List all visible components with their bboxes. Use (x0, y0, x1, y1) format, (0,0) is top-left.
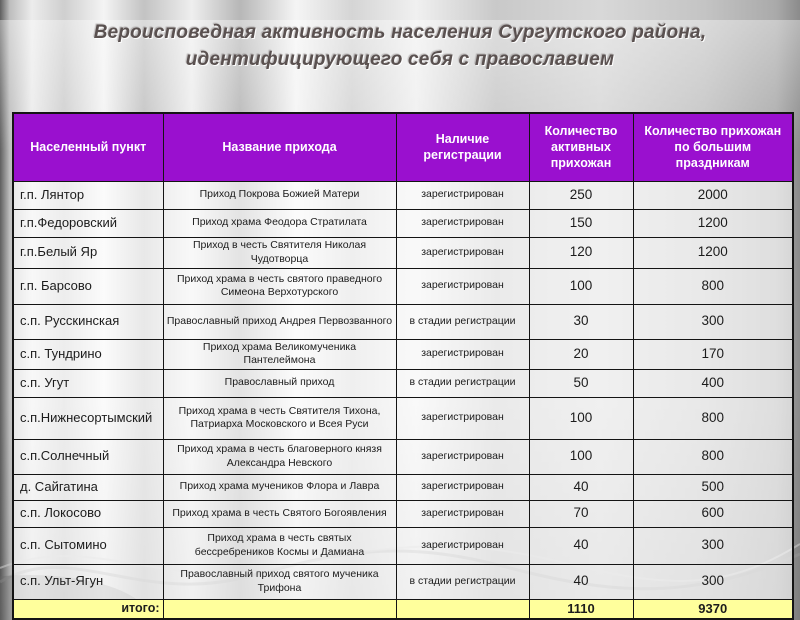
holiday-count-cell: 1200 (633, 237, 793, 268)
parish-name-cell: Православный приход святого мученика Трифона (163, 564, 396, 599)
registration-cell: зарегистрирован (396, 268, 529, 304)
total-label-cell: итого: (13, 599, 163, 619)
parish-name-cell: Православный приход (163, 369, 396, 397)
holiday-count-cell: 600 (633, 500, 793, 527)
table-row (13, 209, 793, 237)
header-cell-active-count: Количество активных прихожан (529, 113, 633, 181)
holiday-count-cell: 1200 (633, 209, 793, 237)
holiday-count-cell: 500 (633, 474, 793, 500)
parish-name-cell: Приход Покрова Божией Матери (163, 181, 396, 209)
table-row (13, 397, 793, 439)
holiday-count-cell: 170 (633, 339, 793, 369)
parish-name-cell: Приход храма Феодора Стратилата (163, 209, 396, 237)
active-count-cell: 50 (529, 369, 633, 397)
holiday-count-cell: 800 (633, 397, 793, 439)
table-row (13, 500, 793, 527)
parish-name-cell: Приход храма в честь Святителя Тихона, Патриарха Московского и Всея Руси (163, 397, 396, 439)
total-active-count-cell: 1110 (529, 599, 633, 619)
table-row (13, 474, 793, 500)
table-row (13, 268, 793, 304)
settlement-cell: с.п.Нижнесортымский (13, 397, 163, 439)
active-count-cell: 100 (529, 397, 633, 439)
holiday-count-cell: 300 (633, 564, 793, 599)
active-count-cell: 100 (529, 268, 633, 304)
table-row (13, 439, 793, 474)
active-count-cell: 20 (529, 339, 633, 369)
registration-cell: в стадии регистрации (396, 304, 529, 339)
active-count-cell: 120 (529, 237, 633, 268)
active-count-cell: 40 (529, 564, 633, 599)
registration-cell: зарегистрирован (396, 181, 529, 209)
active-count-cell: 40 (529, 474, 633, 500)
holiday-count-cell: 300 (633, 527, 793, 564)
total-parish-cell-empty (163, 599, 396, 619)
total-registration-cell-empty (396, 599, 529, 619)
registration-cell: зарегистрирован (396, 474, 529, 500)
parish-activity-table (12, 112, 794, 620)
table-header-row (13, 113, 793, 181)
table-row (13, 564, 793, 599)
settlement-cell: с.п. Угут (13, 369, 163, 397)
settlement-cell: г.п.Федоровский (13, 209, 163, 237)
parish-name-cell: Приход храма в честь благоверного князя Александра Невского (163, 439, 396, 474)
parish-name-cell: Приход в честь Святителя Николая Чудотворца (163, 237, 396, 268)
total-row (13, 599, 793, 619)
slide-title: Вероисповедная активность населения Сургутского района, идентифицирующего себя с православием (93, 22, 707, 70)
active-count-cell: 70 (529, 500, 633, 527)
settlement-cell: г.п.Белый Яр (13, 237, 163, 268)
settlement-cell: с.п. Сытомино (13, 527, 163, 564)
table-row (13, 237, 793, 268)
holiday-count-cell: 800 (633, 439, 793, 474)
settlement-cell: г.п. Лянтор (13, 181, 163, 209)
registration-cell: зарегистрирован (396, 339, 529, 369)
slide (0, 20, 800, 620)
holiday-count-cell: 2000 (633, 181, 793, 209)
header-cell-settlement: Населенный пункт (13, 113, 163, 181)
header-cell-registration: Наличие регистрации (396, 113, 529, 181)
parish-name-cell: Приход храма в честь Святого Богоявления (163, 500, 396, 527)
table-row (13, 527, 793, 564)
active-count-cell: 150 (529, 209, 633, 237)
header-cell-parish-name: Название прихода (163, 113, 396, 181)
active-count-cell: 100 (529, 439, 633, 474)
parish-name-cell: Приход храма Великомученика Пантелеймона (163, 339, 396, 369)
table-row (13, 304, 793, 339)
registration-cell: зарегистрирован (396, 527, 529, 564)
settlement-cell: с.п. Тундрино (13, 339, 163, 369)
settlement-cell: с.п.Солнечный (13, 439, 163, 474)
registration-cell: зарегистрирован (396, 500, 529, 527)
holiday-count-cell: 800 (633, 268, 793, 304)
header-cell-holiday-count: Количество прихожан по большим праздникам (633, 113, 793, 181)
parish-name-cell: Приход храма в честь святых бессребреников Космы и Дамиана (163, 527, 396, 564)
total-holiday-count-cell: 9370 (633, 599, 793, 619)
parish-name-cell: Приход храма в честь святого праведного Симеона Верхотурского (163, 268, 396, 304)
registration-cell: зарегистрирован (396, 209, 529, 237)
registration-cell: зарегистрирован (396, 397, 529, 439)
settlement-cell: с.п. Ульт-Ягун (13, 564, 163, 599)
registration-cell: зарегистрирован (396, 439, 529, 474)
settlement-cell: с.п. Русскинская (13, 304, 163, 339)
table-row (13, 181, 793, 209)
holiday-count-cell: 400 (633, 369, 793, 397)
settlement-cell: с.п. Локосово (13, 500, 163, 527)
registration-cell: зарегистрирован (396, 237, 529, 268)
active-count-cell: 250 (529, 181, 633, 209)
parish-name-cell: Православный приход Андрея Первозванного (163, 304, 396, 339)
registration-cell: в стадии регистрации (396, 369, 529, 397)
holiday-count-cell: 300 (633, 304, 793, 339)
registration-cell: в стадии регистрации (396, 564, 529, 599)
settlement-cell: д. Сайгатина (13, 474, 163, 500)
parish-name-cell: Приход храма мучеников Флора и Лавра (163, 474, 396, 500)
table-row (13, 339, 793, 369)
table-row (13, 369, 793, 397)
active-count-cell: 40 (529, 527, 633, 564)
settlement-cell: г.п. Барсово (13, 268, 163, 304)
active-count-cell: 30 (529, 304, 633, 339)
